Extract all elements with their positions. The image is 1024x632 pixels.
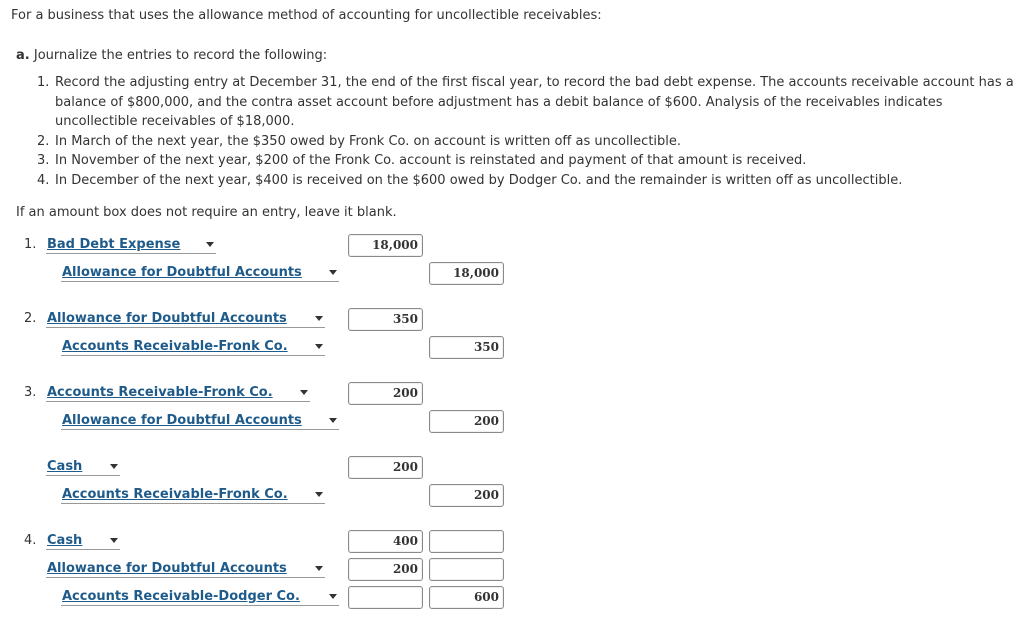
account-select[interactable]: [61, 412, 339, 430]
account-select-value: Allowance for Doubtful Accounts: [47, 311, 287, 326]
account-select[interactable]: [61, 264, 339, 282]
debit-input[interactable]: 400: [348, 530, 423, 553]
debit-input[interactable]: 200: [348, 558, 423, 581]
account-select-value: Accounts Receivable-Fronk Co.: [62, 487, 288, 502]
instruction-note: If an amount box does not require an entry, leave it blank.: [16, 205, 397, 220]
debit-input[interactable]: 350: [348, 308, 423, 331]
credit-input[interactable]: 200: [429, 484, 504, 507]
account-select-value: Accounts Receivable-Dodger Co.: [62, 589, 300, 604]
item-text-line: balance of $800,000, and the contra asset account before adjustment has a debit balance of $600. Analysis of the receivables indicates: [55, 94, 943, 110]
part-a-label: a.: [16, 48, 30, 63]
account-select[interactable]: [46, 310, 325, 328]
chevron-down-icon: [300, 390, 308, 395]
part-a-heading: [16, 46, 327, 65]
item-text-line: In March of the next year, the $350 owed by Fronk Co. on account is written off as uncollectible.: [55, 133, 682, 149]
account-select[interactable]: [46, 532, 120, 550]
chevron-down-icon: [315, 344, 323, 349]
account-select-value: Allowance for Doubtful Accounts: [62, 265, 302, 280]
account-select-value: Cash: [47, 459, 83, 474]
debit-input[interactable]: [348, 586, 423, 609]
credit-input[interactable]: 350: [429, 336, 504, 359]
credit-input[interactable]: [429, 558, 504, 581]
item-number: 3.: [37, 153, 50, 168]
entry-number: 4.: [24, 533, 37, 548]
account-select-value: Accounts Receivable-Fronk Co.: [47, 385, 273, 400]
item-number: 4.: [37, 172, 50, 188]
account-select[interactable]: [61, 588, 339, 606]
account-select[interactable]: [61, 338, 325, 356]
chevron-down-icon: [315, 566, 323, 571]
entry-number: 3.: [24, 385, 37, 400]
debit-input[interactable]: 18,000: [348, 234, 423, 257]
item-text-line: In December of the next year, $400 is received on the $600 owed by Dodger Co. and the remainder is written off as uncollectible.: [55, 172, 903, 188]
chevron-down-icon: [329, 594, 337, 599]
credit-input[interactable]: 200: [429, 410, 504, 433]
chevron-down-icon: [110, 538, 118, 543]
entry-number: 1.: [24, 237, 37, 252]
item-number: 1.: [37, 75, 50, 90]
account-select-value: Accounts Receivable-Fronk Co.: [62, 339, 288, 354]
account-select[interactable]: [61, 486, 325, 504]
part-a-text: Journalize the entries to record the following:: [33, 48, 328, 63]
chevron-down-icon: [206, 242, 214, 247]
account-select-value: Bad Debt Expense: [47, 237, 181, 252]
problem-intro: For a business that uses the allowance method of accounting for uncollectible receivables:: [11, 8, 602, 23]
item-text-line: In November of the next year, $200 of the Fronk Co. account is reinstated and payment of that amount is received.: [55, 153, 807, 168]
chevron-down-icon: [315, 492, 323, 497]
account-select-value: Allowance for Doubtful Accounts: [47, 561, 287, 576]
account-select[interactable]: [46, 458, 120, 476]
debit-input[interactable]: 200: [348, 382, 423, 405]
chevron-down-icon: [110, 464, 118, 469]
credit-input[interactable]: [429, 530, 504, 553]
debit-input[interactable]: 200: [348, 456, 423, 479]
chevron-down-icon: [329, 418, 337, 423]
account-select-value: Allowance for Doubtful Accounts: [62, 413, 302, 428]
account-select[interactable]: [46, 236, 216, 254]
entry-number: 2.: [24, 311, 37, 326]
credit-input[interactable]: 18,000: [429, 262, 504, 285]
item-text-line: Record the adjusting entry at December 31, the end of the first fiscal year, to record the bad debt expense. The accounts receivable account has a: [55, 75, 1014, 90]
credit-input[interactable]: 600: [429, 586, 504, 609]
account-select[interactable]: [46, 560, 325, 578]
item-text-line: uncollectible receivables of $18,000.: [55, 114, 295, 129]
item-number: 2.: [37, 133, 50, 149]
chevron-down-icon: [315, 316, 323, 321]
chevron-down-icon: [329, 270, 337, 275]
account-select-value: Cash: [47, 533, 83, 548]
account-select[interactable]: [46, 384, 310, 402]
